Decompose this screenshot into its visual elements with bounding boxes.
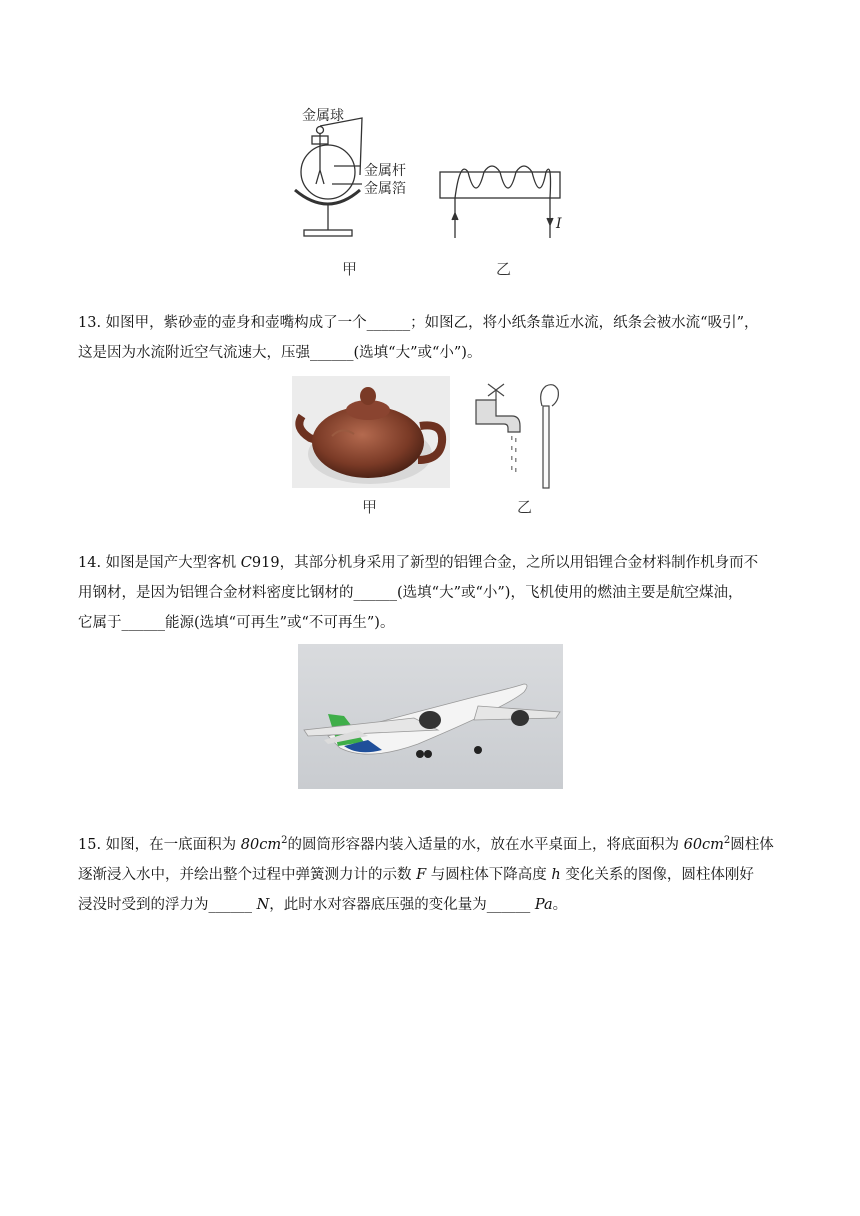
q15-area-60: 60 bbox=[683, 836, 703, 853]
q15-text-1c: 圆柱体 bbox=[730, 836, 774, 853]
electroscope-solenoid-diagram bbox=[290, 100, 580, 280]
q15-var-f: F bbox=[416, 866, 427, 883]
q15-text-1b: 的圆筒形容器内装入适量的水，放在水平桌面上，将底面积为 bbox=[287, 836, 684, 853]
q14-line-3: 它属于______能源(选填“可再生”或“不可再生”)。 bbox=[78, 615, 395, 631]
jar-outline bbox=[301, 145, 355, 199]
caption-yi-fig12: 乙 bbox=[496, 260, 512, 278]
q14-text-a: 14. 如图是国产大型客机 bbox=[78, 555, 241, 571]
q15-unit-cm-1: cm bbox=[259, 836, 282, 853]
q15-unit-pa: Pa bbox=[534, 896, 553, 913]
q13-line-2: 这是因为水流附近空气流速大，压强______(选填“大”或“小”)。 bbox=[78, 345, 482, 361]
q15-text-2a: 逐渐浸入水中，并绘出整个过程中弹簧测力计的示数 bbox=[78, 866, 417, 883]
q14-italic-c: C bbox=[240, 555, 252, 571]
q15-line-1 bbox=[78, 826, 782, 860]
q15-text-3a: 浸没时受到的浮力为______ bbox=[78, 896, 257, 913]
q14-text-b: 919，其部分机身采用了新型的铝锂合金，之所以用铝锂合金材料制作机身而不 bbox=[251, 555, 759, 571]
q15-text-3b: ，此时水对容器底压强的变化量为______ bbox=[269, 896, 535, 913]
solenoid-drawing bbox=[440, 166, 560, 238]
question-13 bbox=[78, 308, 782, 368]
airplane-photo bbox=[298, 644, 563, 789]
teapot-photo bbox=[292, 376, 450, 488]
label-metal-foil: 金属箔 bbox=[364, 181, 406, 197]
q15-text-2c: 变化关系的图像，圆柱体刚好 bbox=[560, 866, 754, 883]
caption-yi-q13: 乙 bbox=[517, 498, 533, 516]
label-current-i: I bbox=[556, 216, 562, 232]
teapot-drawing bbox=[292, 376, 450, 488]
metal-ball bbox=[317, 127, 324, 134]
q15-text-1a: 15. 如图，在一底面积为 bbox=[78, 836, 241, 853]
figure-electroscope-solenoid bbox=[290, 100, 580, 280]
q14-line-1 bbox=[78, 548, 782, 578]
caption-jia-fig12: 甲 bbox=[342, 260, 358, 278]
q14-line-2: 用钢材，是因为铝锂合金材料密度比钢材的______(选填“大”或“小”)，飞机使用的燃油主要是航空煤油， bbox=[78, 585, 743, 601]
label-metal-ball: 金属球 bbox=[302, 108, 344, 124]
caption-jia-q13: 甲 bbox=[362, 498, 378, 516]
q15-line-3 bbox=[78, 890, 782, 920]
q15-sup-1: 2 bbox=[281, 835, 288, 846]
q15-text-2b: 与圆柱体下降高度 bbox=[426, 866, 552, 883]
q15-text-3c: 。 bbox=[552, 896, 568, 913]
water-stream bbox=[511, 436, 517, 472]
paper-strip-hand bbox=[541, 385, 559, 488]
q13-line-1: 13. 如图甲，紫砂壶的壶身和壶嘴构成了一个______；如图乙，将小纸条靠近水流，纸条会被水流“吸引”， bbox=[78, 315, 759, 331]
q15-line-2 bbox=[78, 860, 782, 890]
question-14 bbox=[78, 548, 782, 638]
metal-foil bbox=[316, 170, 324, 184]
q15-sup-2: 2 bbox=[723, 835, 731, 846]
airplane-drawing bbox=[298, 644, 563, 789]
q15-unit-cm-2: cm bbox=[702, 836, 724, 853]
question-15 bbox=[78, 826, 782, 920]
faucet-diagram bbox=[466, 376, 576, 490]
label-metal-rod: 金属杆 bbox=[364, 163, 406, 179]
q15-area-80: 80 bbox=[240, 836, 260, 853]
q15-unit-n: N bbox=[256, 896, 270, 913]
electroscope-drawing bbox=[295, 118, 362, 236]
faucet-drawing bbox=[466, 376, 576, 490]
q15-var-h: h bbox=[551, 866, 561, 883]
